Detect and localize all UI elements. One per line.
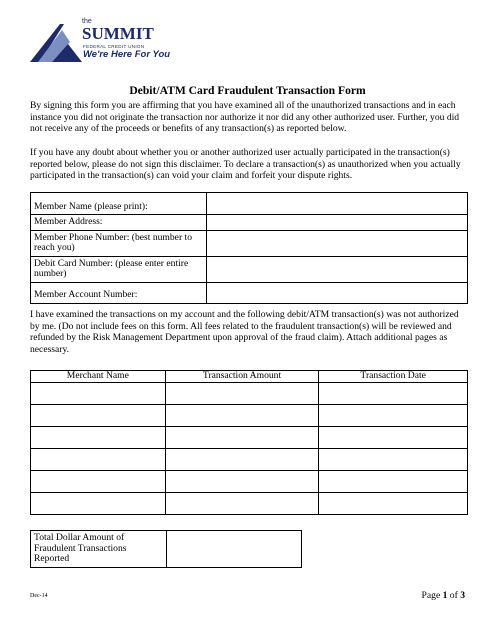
debit-card-row — [31, 256, 468, 282]
transaction-date-cell[interactable] — [319, 404, 468, 426]
page-total: 3 — [460, 590, 465, 601]
account-number-label: Member Account Number: — [31, 282, 207, 303]
member-address-label: Member Address: — [31, 215, 207, 231]
merchant-name-cell[interactable] — [31, 382, 166, 404]
transaction-date-cell[interactable] — [319, 426, 468, 448]
logo-name-text: SUMMIT — [82, 24, 154, 43]
transaction-amount-cell[interactable] — [165, 404, 319, 426]
logo-subname-text: FEDERAL CREDIT UNION — [83, 44, 145, 49]
transaction-amount-cell[interactable] — [165, 426, 319, 448]
transaction-date-cell[interactable] — [319, 382, 468, 404]
merchant-name-cell[interactable] — [31, 448, 166, 470]
total-amount-label: Total Dollar Amount of Fraudulent Transactions Reported — [31, 531, 167, 568]
debit-card-field[interactable] — [206, 256, 467, 282]
account-number-row — [31, 282, 468, 303]
member-phone-field[interactable] — [206, 230, 467, 256]
transaction-date-cell[interactable] — [319, 448, 468, 470]
debit-card-label: Debit Card Number: (please enter entire number) — [31, 256, 207, 282]
member-name-label: Member Name (please print): — [31, 193, 207, 215]
total-amount-row — [31, 531, 302, 568]
page-current: 1 — [442, 590, 448, 601]
transaction-date-cell[interactable] — [319, 470, 468, 492]
merchant-name-cell[interactable] — [31, 492, 166, 514]
merchant-name-cell[interactable] — [31, 426, 166, 448]
merchant-name-header: Merchant Name — [31, 371, 166, 383]
page-of: of — [447, 590, 461, 601]
transaction-date-header: Transaction Date — [319, 371, 468, 383]
member-phone-label: Member Phone Number: (best number to reach you) — [31, 230, 207, 256]
examined-transactions-paragraph: I have examined the transactions on my account and the following debit/ATM transaction(s) was not authorized by me. (Do not include fees on this form. All fees related to the fraudulent transaction(s) will be reviewed and refunded by the Risk Management Department upon approval of the fraud claim). Attach additional pages as necessary. — [30, 309, 459, 356]
doubt-paragraph: If you have any doubt about whether you or another authorized user actually participated in the transaction(s) reported below, please do not sign this disclaimer. To declare a transaction(s) as unauthorized when you actually participated in the transaction(s) can void your claim and forfeit your dispute rights. — [30, 147, 461, 182]
form-title: Debit/ATM Card Fraudulent Transaction Form — [129, 84, 366, 97]
logo-tagline-text: We're Here For You — [83, 49, 171, 60]
table-row — [31, 426, 468, 448]
member-address-row — [31, 215, 468, 231]
page-prefix: Page — [421, 590, 443, 601]
summit-mountain-icon — [30, 22, 82, 64]
member-info-table — [30, 192, 468, 304]
table-row — [31, 404, 468, 426]
transaction-date-cell[interactable] — [319, 492, 468, 514]
member-name-field[interactable] — [206, 193, 467, 215]
summit-logo — [30, 18, 171, 78]
transaction-amount-header: Transaction Amount — [165, 371, 319, 383]
transactions-table — [30, 370, 468, 515]
table-row — [31, 448, 468, 470]
total-amount-field[interactable] — [166, 531, 301, 568]
transaction-amount-cell[interactable] — [165, 492, 319, 514]
total-amount-table — [30, 530, 302, 568]
member-address-field[interactable] — [206, 215, 467, 231]
transactions-header-row — [31, 371, 468, 383]
affirmation-paragraph: By signing this form you are affirming that you have examined all of the unauthorized transactions and in each instance you did not originate the transaction nor authorize it nor did any other authorized user. Further, you did not receive any of the proceeds or benefits of any transaction(s) as reported below. — [30, 100, 460, 135]
table-row — [31, 492, 468, 514]
member-name-row — [31, 193, 468, 215]
table-row — [31, 382, 468, 404]
logo-the-text: the — [82, 18, 92, 25]
table-row — [31, 470, 468, 492]
member-phone-row — [31, 230, 468, 256]
page-number — [422, 590, 465, 601]
transaction-amount-cell[interactable] — [165, 470, 319, 492]
merchant-name-cell[interactable] — [31, 404, 166, 426]
footer-date: Dec-14 — [30, 593, 48, 599]
transaction-amount-cell[interactable] — [165, 448, 319, 470]
transaction-amount-cell[interactable] — [165, 382, 319, 404]
merchant-name-cell[interactable] — [31, 470, 166, 492]
account-number-field[interactable] — [206, 282, 467, 303]
